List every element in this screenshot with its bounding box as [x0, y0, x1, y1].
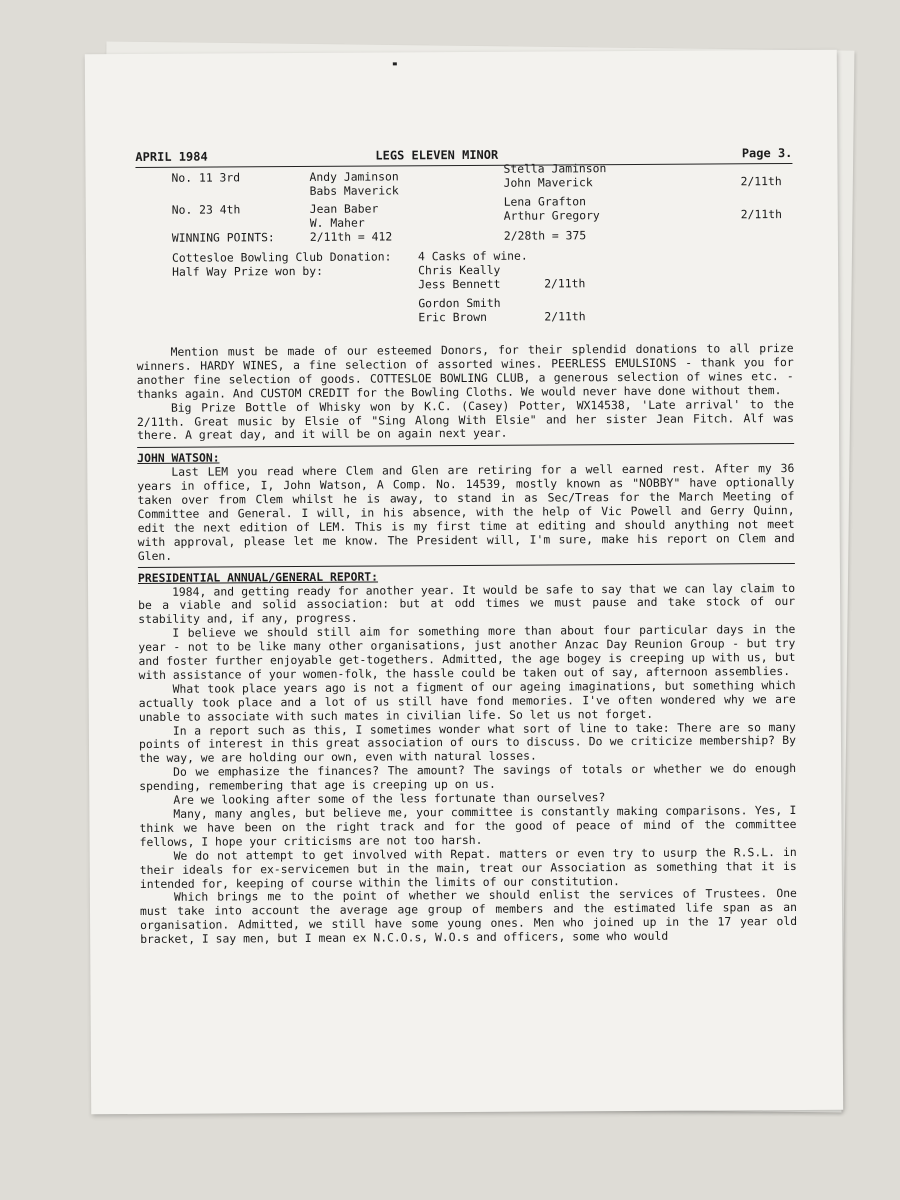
header-title: LEGS ELEVEN MINOR — [375, 147, 499, 163]
halfway-name-1: Chris Keally — [418, 262, 501, 278]
ink-mark — [393, 62, 397, 65]
row2-pair2-name1: Lena Grafton — [503, 194, 587, 209]
newsletter-page — [85, 50, 843, 1115]
row1-pair2-name2: John Maverick — [503, 175, 593, 190]
halfway-unit-2: 2/11th — [544, 309, 586, 324]
row1-label: No. 11 3rd — [171, 170, 241, 185]
row2-unit: 2/11th — [740, 207, 782, 222]
report-paragraph-5: Do we emphasize the finances? The amount? The savings of totals or whether we do enough spending, remembering that age is creeping up on us. — [139, 761, 797, 794]
row2-label: No. 23 4th — [171, 202, 241, 217]
report-paragraph-1: 1984, and getting ready for another year. It would be safe to say that we can lay claim to be a viable and solid association: but at odd times we must pause and take stock of our stability and, if any, progress. — [138, 580, 796, 627]
report-paragraph-9: Which brings me to the point of whether we should enlist the services of Trustees. One must take into account the average age group of members and the estimated life span as an organisation. Admitted, we still have some young ones. Men who joined up in the 17 year old bracket, I say men, but I mean ex N.C.O.s, W.O.s and officers, some who would — [139, 886, 798, 947]
halfway-name-2: Jess Bennett — [418, 276, 501, 292]
winning-points-label: WINNING POINTS: — [171, 230, 275, 245]
donors-paragraph: Mention must be made of our esteemed Donors, for their splendid donations to all prize winners. HARDY WINES, a fine selection of assorted wines. PEERLESS EMULSIONS - thank you for another fine selection of goods. COTTESLOE BOWLING CLUB, a generous selection of wines etc. - thanks again. And CUSTOM CREDIT for the Bowling Cloths. We would never have done without them. — [136, 340, 794, 401]
results-block — [135, 161, 793, 346]
report-paragraph-3: What took place years ago is not a figment of our ageing imaginations, but something which actually took place and a lot of us still have fond memories. I've often wondered why we are unable to associate with such mates in civilian life. So let us not forget. — [138, 677, 796, 724]
halfway-unit-1: 2/11th — [544, 276, 586, 291]
page-content — [135, 147, 797, 947]
header-page-number: Page 3. — [741, 145, 793, 161]
presidential-heading: PRESIDENTIAL ANNUAL/GENERAL REPORT: — [137, 569, 379, 585]
whisky-paragraph: Big Prize Bottle of Whisky won by K.C. (Casey) Potter, WX14538, 'Late arrival' to the 2/11th. Great music by Elsie of "Sing Along With Elsie" and her sister Jean Fitch. Alf was there. A great day, and it will be on again next year. — [136, 396, 795, 443]
row1-pair2-name1: Stella Jaminson — [503, 161, 607, 176]
john-watson-heading: JOHN WATSON: — [137, 450, 220, 466]
row2-pair1-name2: W. Maher — [309, 215, 365, 230]
report-paragraph-2: I believe we should still aim for something more than about four particular days in the year - not to be like many other organisations, just another Anzac Day Reunion Group - but try and foster further enjoyable get-togethers. Admitted, the age bogey is creeping up with us, but with assistance of your women-folk, the hassle could be taken out of say, afternoon assemblies. — [138, 622, 796, 682]
winning-points-b: 2/28th = 375 — [503, 228, 587, 243]
row1-unit: 2/11th — [740, 174, 782, 189]
report-paragraph-8: We do not attempt to get involved with Repat. matters or even try to usurp the R.S.L. in their ideals for ex-servicemen but in the main, treat our Association as something that it is intended for, keeping of course within the limits of our constitution. — [139, 844, 797, 891]
donation-value: 4 Casks of wine. — [417, 248, 528, 264]
header-date: APRIL 1984 — [135, 149, 208, 164]
halfway-name-4: Eric Brown — [418, 309, 488, 325]
donation-label: Cottesloe Bowling Club Donation: — [171, 249, 392, 265]
row1-pair1-name1: Andy Jaminson — [309, 169, 399, 184]
report-paragraph-7: Many, many angles, but believe me, your committee is constantly making comparisons. Yes, I think we have been on the right track and for the good of peace of mind of the committee fellows, I hope your criticisms are not too harsh. — [139, 802, 797, 849]
row2-pair1-name1: Jean Baber — [309, 201, 379, 216]
halfway-label: Half Way Prize won by: — [172, 263, 324, 279]
row2-pair2-name2: Arthur Gregory — [503, 208, 600, 223]
winning-points-a: 2/11th = 412 — [309, 229, 393, 244]
row1-pair1-name2: Babs Maverick — [309, 183, 399, 198]
john-watson-text: Last LEM you read where Clem and Glen are retiring for a well earned rest. After my 36 years in office, I, John Watson, A Comp. No. 14539, mostly known as "NOBBY" have optionally taken over from Clem whilst he is away, to stand in as Sec/Treas for the March Meeting of Committee and General. I will, in his absence, with the help of Vic Powell and Gerry Quinn, edit the next edition of LEM. This is my first time at editing and should anything not meet with approval, please let me know. The President will, I'm sure, make his report on Clem and Glen. — [137, 461, 795, 563]
report-paragraph-4: In a report such as this, I sometimes wonder what sort of line to take: There are so many points of interest in this great association of ours to discuss. Do we criticize membership? By the way, we are holding our own, even with natural losses. — [138, 719, 797, 766]
report-paragraph-6: Are we looking after some of the less fortunate than ourselves? — [173, 790, 606, 807]
halfway-name-3: Gordon Smith — [418, 295, 501, 311]
